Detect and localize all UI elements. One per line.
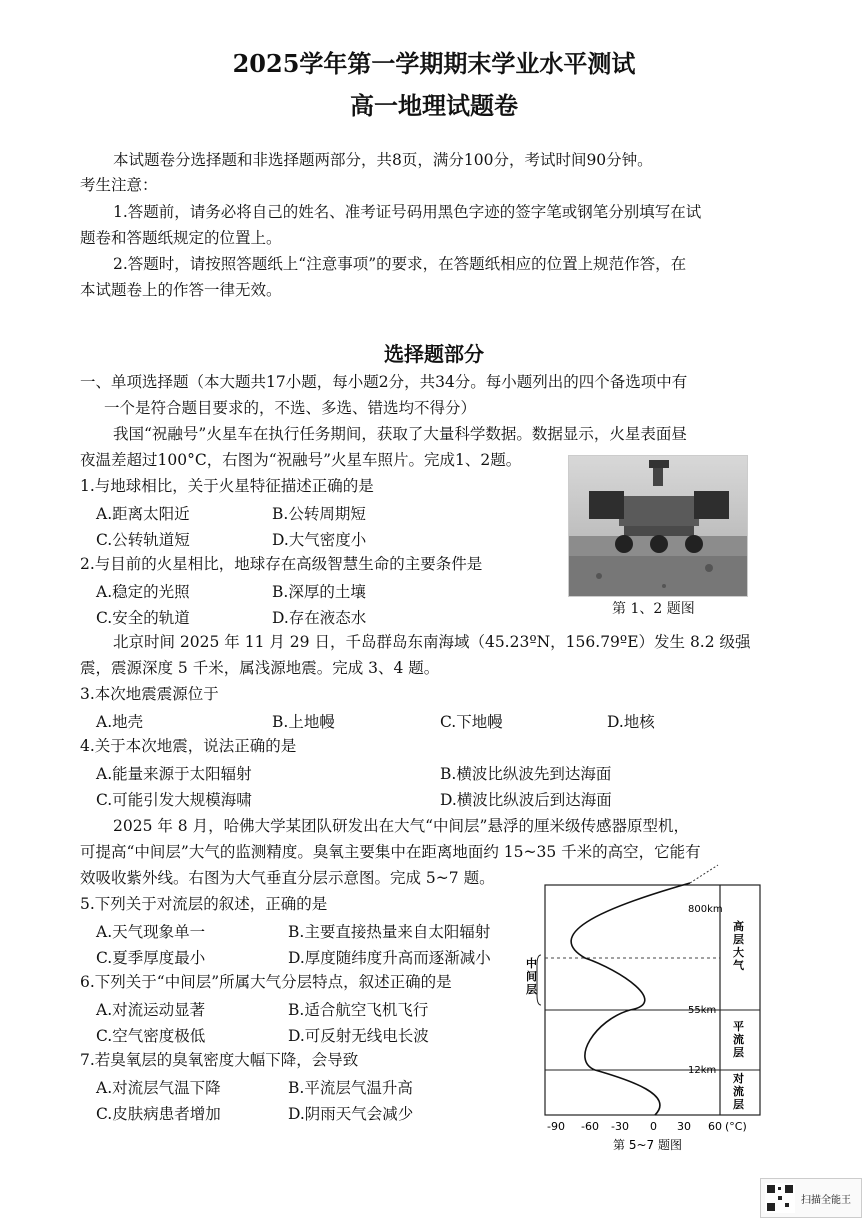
q3-option-b: B.上地幔 [272,713,335,731]
exam-subtitle: 高一地理试题卷 [350,91,518,120]
q3-option-c: C.下地幔 [440,713,503,731]
scanner-label: 扫描全能王 [801,1195,851,1206]
question-1: 1.与地球相比，关于火星特征描述正确的是 [80,477,374,495]
passage-1b: 夜温差超过100°C，右图为“祝融号”火星车照片。完成1、2题。 [80,451,522,469]
question-5: 5.下列关于对流层的叙述，正确的是 [80,895,328,913]
part1-heading: 一、单项选择题（本大题共17小题，每小题2分，共34分。每小题列出的四个备选项中有 [80,373,688,391]
layer-upper-atmosphere: 高层大气 [733,920,744,972]
passage-3c: 效吸收紫外线。右图为大气垂直分层示意图。完成 5~7 题。 [80,869,495,887]
notice-1a: 1.答题前，请务必将自己的姓名、准考证号码用黑色字迹的签字笔或钢笔分别填写在试 [113,203,702,221]
q5-option-b: B.主要直接热量来自太阳辐射 [288,923,491,941]
q2-option-b: B.深厚的土壤 [272,583,366,601]
exam-title: 2025学年第一学期期末学业水平测试 [232,49,636,78]
q4-option-c: C.可能引发大规模海啸 [96,791,252,809]
q5-option-a: A.天气现象单一 [96,923,206,941]
q3-option-d: D.地核 [607,713,655,731]
notice-2b: 本试题卷上的作答一律无效。 [80,281,282,299]
passage-3a: 2025 年 8 月，哈佛大学某团队研发出在大气“中间层”悬浮的厘米级传感器原型机， [113,817,689,835]
q5-option-d: D.厚度随纬度升高而逐渐减小 [288,949,491,967]
q4-option-a: A.能量来源于太阳辐射 [96,765,252,783]
q7-option-a: A.对流层气温下降 [96,1079,221,1097]
q7-option-d: D.阴雨天气会减少 [288,1105,414,1123]
q7-option-c: C.皮肤病患者增加 [96,1105,221,1123]
notice-2a: 2.答题时，请按照答题纸上“注意事项”的要求，在答题纸相应的位置上规范作答，在 [113,255,687,273]
x-tick: -30 [611,1120,629,1133]
question-6: 6.下列关于“中间层”所属大气分层特点，叙述正确的是 [80,973,452,991]
passage-2a: 北京时间 2025 年 11 月 29 日，千岛群岛东南海域（45.23ºN，156.79ºE）发生 8.2 级强 [113,633,751,651]
question-2: 2.与目前的火星相比，地球存在高级智慧生命的主要条件是 [80,555,483,573]
layer-stratosphere: 平流层 [733,1020,744,1059]
q4-option-d: D.横波比纵波后到达海面 [440,791,612,809]
label-12km: 12km [688,1065,717,1076]
q6-option-b: B.适合航空飞机飞行 [288,1001,429,1019]
q4-option-b: B.横波比纵波先到达海面 [440,765,612,783]
q7-option-b: B.平流层气温升高 [288,1079,413,1097]
q1-option-b: B.公转周期短 [272,505,366,523]
q1-option-d: D.大气密度小 [272,531,367,549]
notice-1b: 题卷和答题纸规定的位置上。 [80,229,282,247]
x-tick: -60 [581,1120,599,1133]
q2-option-a: A.稳定的光照 [96,583,190,601]
layer-mesosphere: 中间层 [526,957,537,996]
photo-caption: 第 1、2 题图 [612,601,695,617]
section-title: 选择题部分 [384,342,484,366]
atmosphere-diagram [525,855,765,1159]
q6-option-a: A.对流运动显著 [96,1001,206,1019]
q6-option-d: D.可反射无线电长波 [288,1027,429,1045]
passage-1a: 我国“祝融号”火星车在执行任务期间，获取了大量科学数据。数据显示，火星表面昼 [113,425,687,443]
q2-option-d: D.存在液态水 [272,609,367,627]
part1-heading-cont: 一个是符合题目要求的，不选、多选、错选均不得分） [104,399,477,417]
q3-option-a: A.地壳 [96,713,144,731]
q5-option-c: C.夏季厚度最小 [96,949,206,967]
label-55km: 55km [688,1005,717,1016]
scanner-badge [760,1178,862,1218]
q2-option-c: C.安全的轨道 [96,609,190,627]
question-4: 4.关于本次地震，说法正确的是 [80,737,297,755]
label-800km: 800km [688,904,723,915]
question-3: 3.本次地震震源位于 [80,685,219,703]
x-tick: 60 [708,1120,722,1133]
qr-code-icon [765,1183,795,1213]
chart-caption: 第 5~7 题图 [613,1138,682,1152]
x-tick: 30 [677,1120,691,1133]
x-tick: -90 [547,1120,565,1133]
passage-2b: 震，震源深度 5 千米，属浅源地震。完成 3、4 题。 [80,659,440,677]
q6-option-c: C.空气密度极低 [96,1027,206,1045]
x-unit: (°C) [725,1120,747,1133]
notice-label: 考生注意： [80,176,158,194]
x-tick: 0 [650,1120,657,1133]
layer-troposphere: 对流层 [733,1072,744,1111]
q1-option-c: C.公转轨道短 [96,531,190,549]
q1-option-a: A.距离太阳近 [96,505,190,523]
intro-text: 本试题卷分选择题和非选择题两部分，共8页，满分100分，考试时间90分钟。 [113,151,653,169]
passage-3b: 可提高“中间层”大气的监测精度。臭氧主要集中在距离地面约 15~35 千米的高空，它能有 [80,843,701,861]
question-7: 7.若臭氧层的臭氧密度大幅下降，会导致 [80,1051,359,1069]
rover-photo [568,455,748,597]
